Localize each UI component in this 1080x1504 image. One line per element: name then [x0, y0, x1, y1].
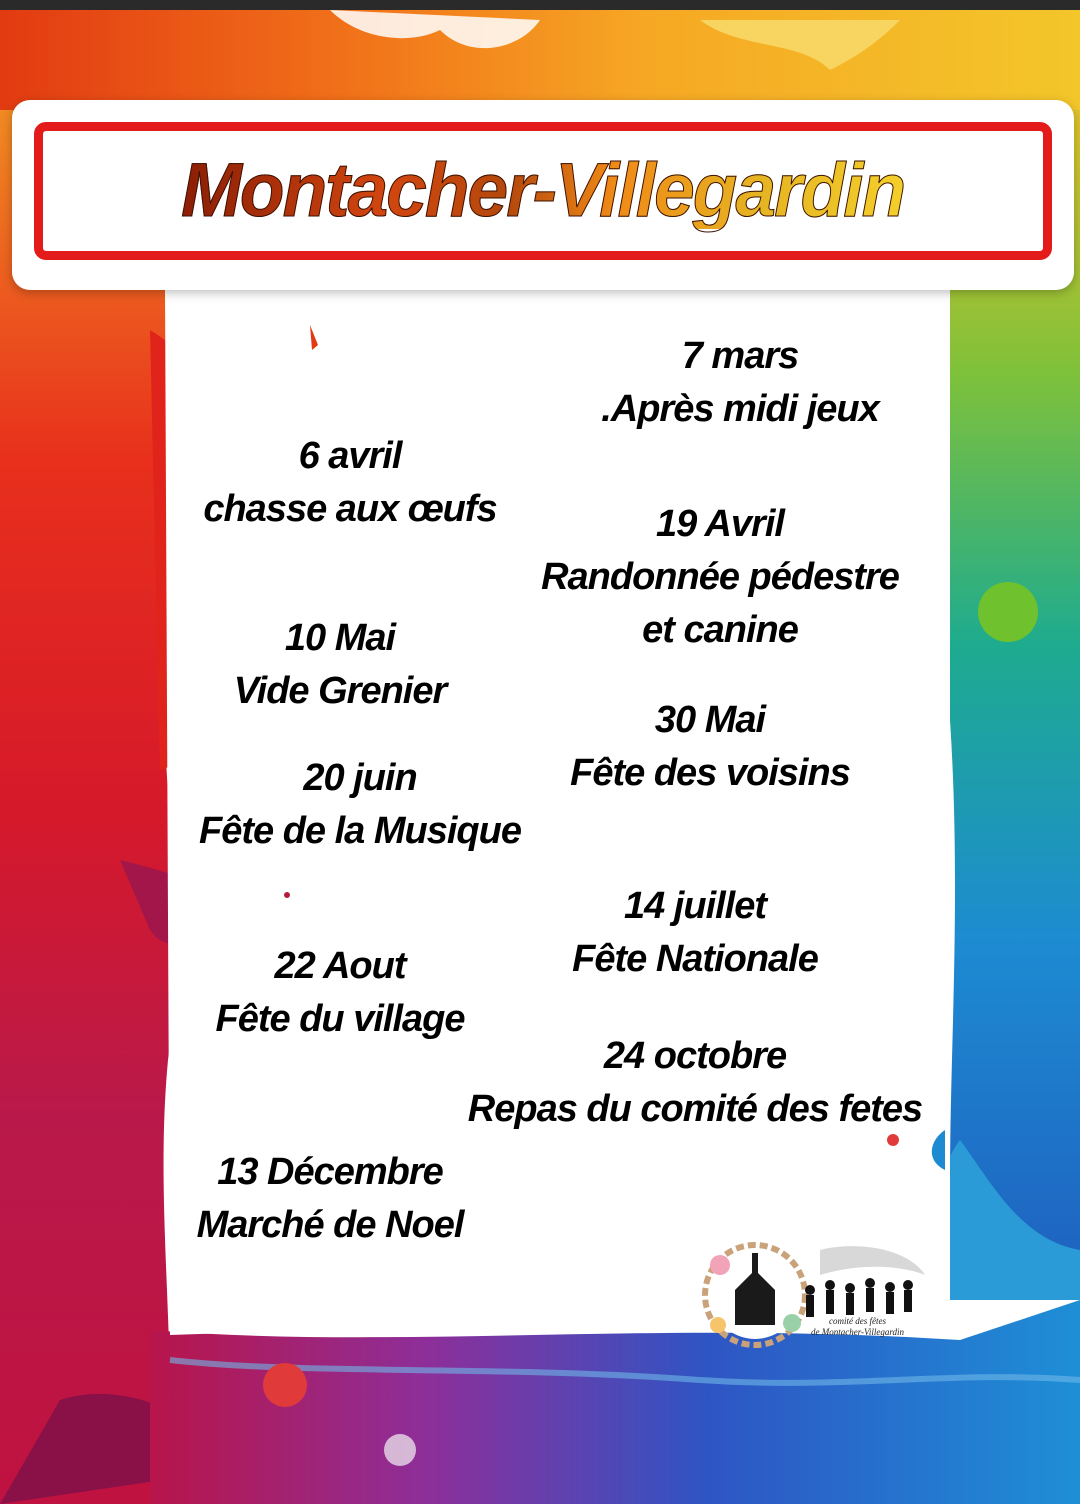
event-item: [190, 752, 530, 858]
event-date: 19 Avril: [656, 503, 784, 545]
event-date: 22 Aout: [274, 945, 406, 987]
event-title: Fête Nationale: [572, 938, 818, 980]
page-title: Montacher-Villegardin: [181, 148, 905, 233]
event-title: Fête du village: [215, 998, 465, 1040]
event-date: 14 juillet: [623, 885, 767, 927]
event-item: [520, 498, 920, 657]
logo-caption: [785, 1316, 930, 1338]
event-date: 6 avril: [298, 435, 402, 477]
event-item: [220, 612, 460, 718]
event-item: [560, 330, 920, 436]
event-title: Repas du comité des fetes: [467, 1088, 923, 1130]
event-item: [200, 940, 480, 1046]
event-item: [200, 430, 500, 536]
event-date: 10 Mai: [284, 617, 396, 659]
event-date: 20 juin: [303, 757, 417, 799]
event-item: [455, 1030, 935, 1136]
event-title: chasse aux œufs: [203, 488, 497, 530]
event-date: 30 Mai: [654, 699, 766, 741]
event-date: 7 mars: [681, 335, 799, 377]
title-box: [34, 122, 1052, 260]
event-title: Fête des voisins: [570, 752, 850, 794]
logo-caption-line1: comité des fêtes: [829, 1316, 886, 1326]
title-card: [12, 100, 1074, 290]
event-title: Vide Grenier: [233, 670, 447, 712]
event-title-line2: et canine: [642, 609, 798, 651]
event-date: 24 octobre: [603, 1035, 787, 1077]
logo-caption-line2: de Montacher-Villegardin: [810, 1327, 905, 1337]
event-item: [560, 880, 830, 986]
event-title: Fête de la Musique: [199, 810, 521, 852]
event-date: 13 Décembre: [217, 1151, 443, 1193]
event-item: [180, 1146, 480, 1252]
event-title: Randonnée pédestre: [541, 556, 899, 598]
event-item: [555, 694, 865, 800]
dancers-icon: [805, 1278, 913, 1317]
event-title: .Après midi jeux: [601, 388, 879, 430]
event-title: Marché de Noel: [196, 1204, 464, 1246]
